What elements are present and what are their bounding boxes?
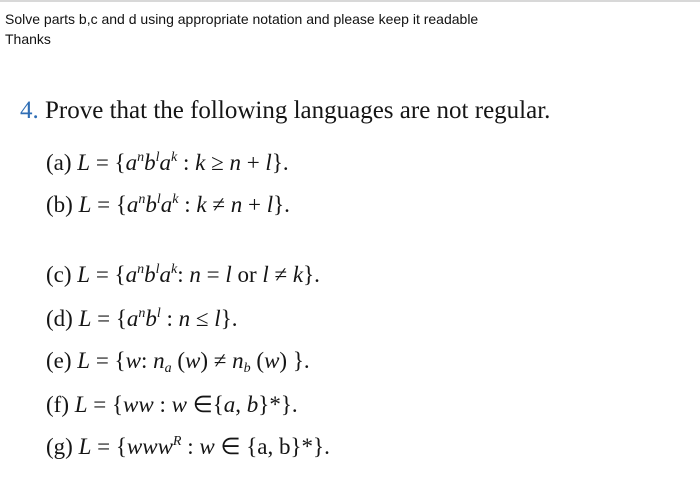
question-request-text: Solve parts b,c and d using appropriate notation and please keep it readable <box>5 11 479 27</box>
part-b: (b) $L = \{a^nb^la^k$ : k ≠ n + l}. <box>46 192 290 217</box>
part-c-label: (c) <box>46 262 72 287</box>
part-a-label: (a) <box>46 150 72 175</box>
problem-4 <box>20 94 690 459</box>
part-e-label: (e) <box>46 348 72 373</box>
part-d-label: (d) <box>46 306 73 331</box>
part-g-label: (g) <box>46 434 73 459</box>
part-e: (e) L = {w: $n_a$ $(w) \ne n_b$ (w) }. <box>46 348 310 376</box>
part-b-label: (b) <box>46 192 73 217</box>
problem-number: 4. <box>20 97 39 124</box>
part-c: (c) $L = \{a^nb^la^k$: n = l or l ≠ k}. <box>46 262 320 287</box>
part-a: (a) $L = \{a^nb^la^k$ : k ≥ n + l}. <box>46 150 289 175</box>
question-header <box>5 9 695 49</box>
question-thanks-text: Thanks <box>5 31 51 47</box>
problem-heading <box>20 94 690 128</box>
part-f: (f) L = {ww : w ∈{a, b}*}. <box>46 392 298 417</box>
part-g: (g) L = {www$^R$ : w ∈ {a, b}*}. <box>46 434 330 459</box>
top-border <box>0 0 700 2</box>
problem-statement: Prove that the following languages are not regular. <box>45 97 551 124</box>
part-f-label: (f) <box>46 392 69 417</box>
part-d: (d) $L = \{a^nb^l$ : n ≤ l}. <box>46 306 238 331</box>
